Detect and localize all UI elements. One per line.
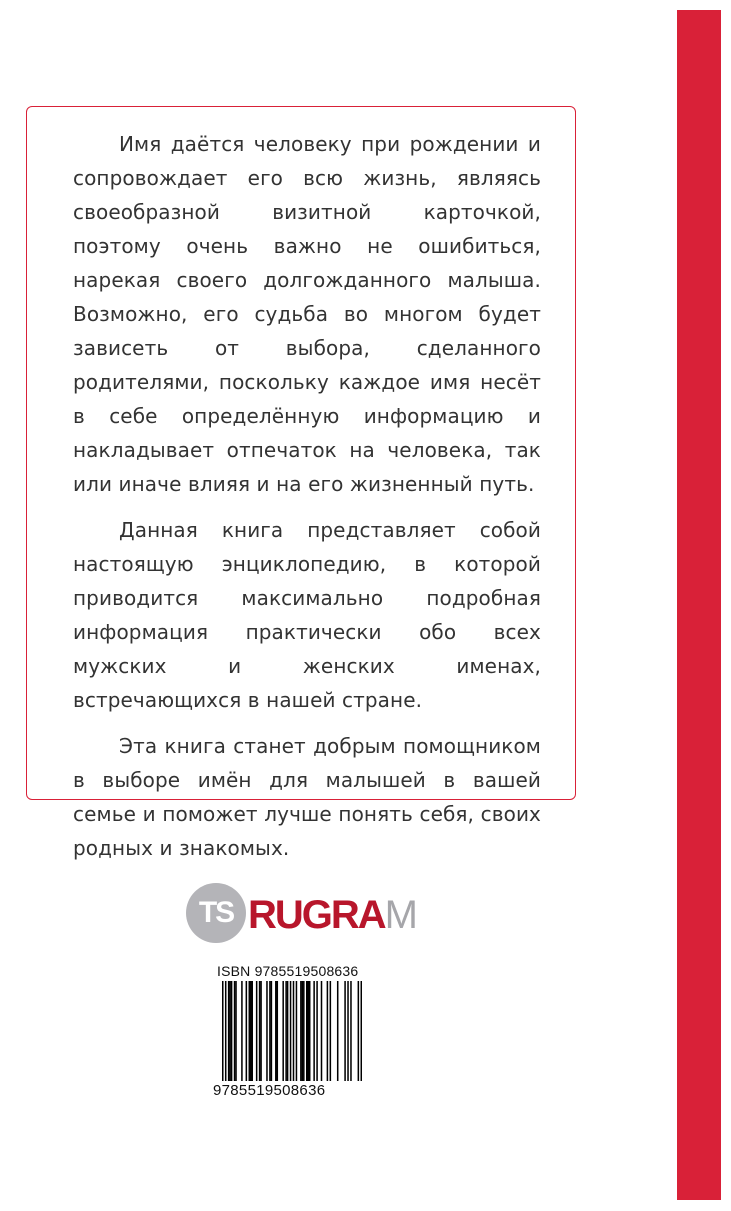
blurb-paragraph-3: Эта книга станет добрым помощником в выборе имён для малышей в вашей семье и поможет лучше понять себя, своих родных и знакомых. bbox=[73, 734, 541, 860]
blurb-paragraph-1: Имя даётся человеку при рождении и сопровождает его всю жизнь, являясь своеобразной визитной карточкой, поэтому очень важно не ошибиться, нарекая своего долгожданного малыша. Возможно, его судьба во многом будет зависеть от выбора, сделанного родителями, поскольку каждое имя несёт в себе определённую информацию и накладывает отпечаток на человека, так или иначе влияя и на его жизненный путь. bbox=[73, 132, 541, 496]
spine-stripe bbox=[677, 10, 721, 1200]
blurb-paragraph-2: Данная книга представляет собой настоящую энциклопедию, в которой приводится максимально подробная информация практически обо всех мужских и женских именах, встречающихся в нашей стране. bbox=[73, 518, 541, 712]
barcode-icon bbox=[222, 981, 362, 1081]
logo-circle-letters: TS bbox=[198, 896, 234, 929]
blurb-box bbox=[26, 106, 576, 860]
publisher-logo bbox=[186, 883, 416, 945]
isbn-label: ISBN 9785519508636 bbox=[217, 963, 359, 979]
logo-word-red: RUGRA bbox=[248, 893, 385, 937]
logo-word-grey: M bbox=[384, 893, 416, 937]
logo-wordmark bbox=[248, 893, 416, 937]
isbn-digits: 9785519508636 bbox=[213, 1082, 326, 1099]
